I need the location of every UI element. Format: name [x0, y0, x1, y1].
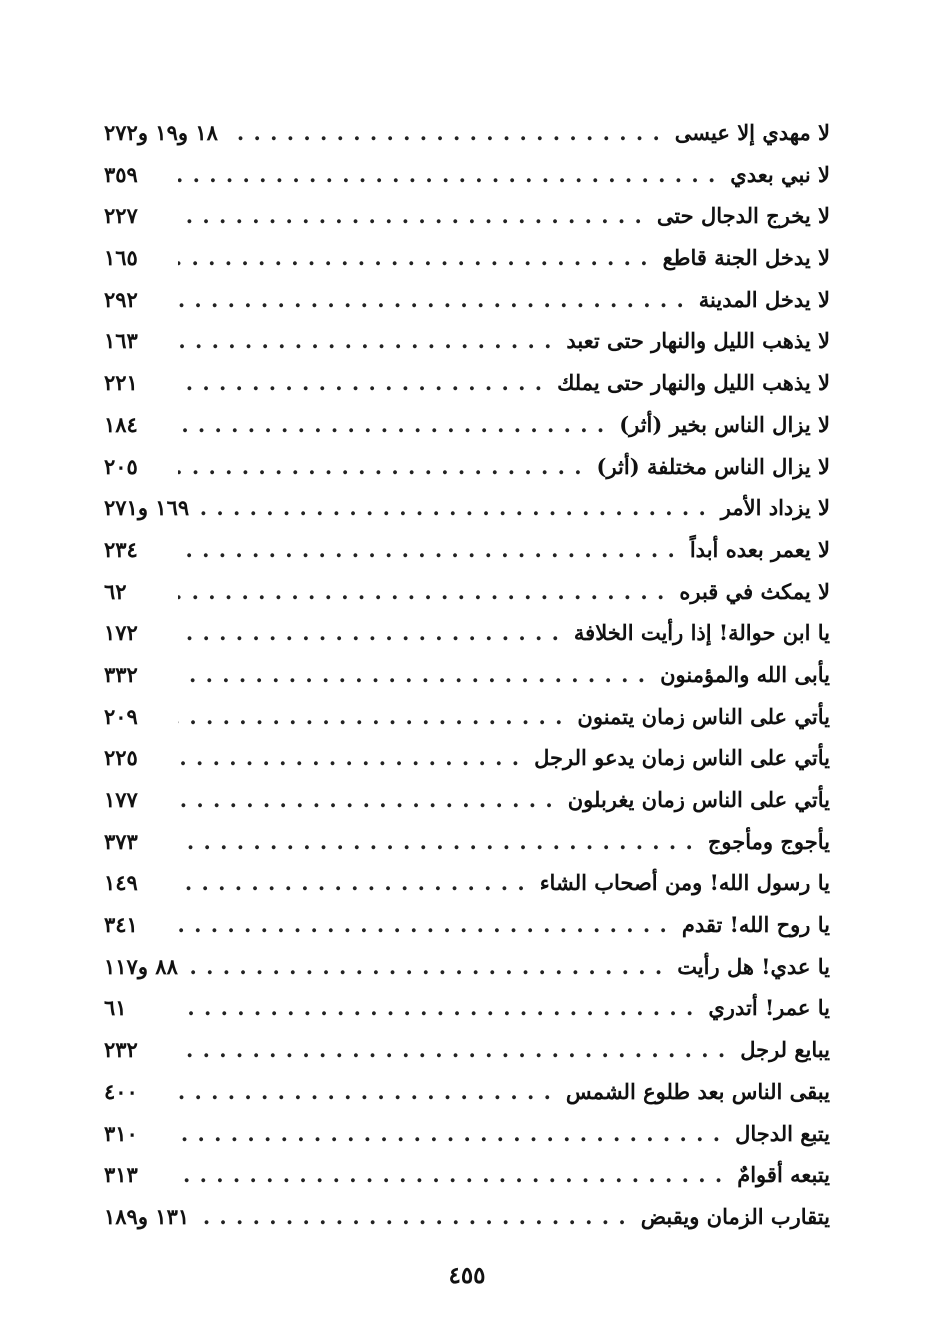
index-entry-pages: ٣١٣	[104, 1162, 138, 1188]
index-entry-pages: ٣٣٢	[104, 661, 138, 687]
index-entry-pages: ٣١٠	[104, 1120, 138, 1146]
index-entry-text: يبايع لرجل	[740, 1037, 830, 1063]
index-entry-text: لا مهدي إلا عيسى	[674, 120, 830, 145]
index-entry-pages: ٢٩٢	[104, 286, 138, 312]
index-entry-text: لا يمكث في قبره	[679, 578, 830, 604]
dot-leader	[178, 1121, 721, 1146]
index-entry	[104, 203, 830, 245]
index-entry-text: يأبى الله والمؤمنون	[660, 661, 830, 687]
index-entry-pages: ٢٠٥	[104, 453, 138, 479]
index-entry-text: لا يذهب الليل والنهار حتى تعبد	[566, 328, 830, 354]
index-entry-text: يا عدي! هل رأيت	[677, 953, 830, 979]
index-entry-pages: ١٧٢	[104, 620, 138, 646]
dot-leader	[178, 1162, 723, 1187]
index-entry-text: يتبع الدجال	[735, 1120, 830, 1146]
index-entry-text: يبقى الناس بعد طلوع الشمس	[565, 1078, 830, 1104]
dot-leader	[188, 954, 663, 979]
index-entry	[104, 328, 830, 370]
index-entry-text: لا يذهب الليل والنهار حتى يملك	[557, 370, 830, 396]
index-entry-pages: ٦٢	[104, 578, 127, 604]
index-entry	[104, 120, 830, 162]
index-entry-text: لا يعمر بعده أبداً	[689, 536, 830, 562]
index-entry	[104, 412, 830, 454]
dot-leader	[178, 1037, 726, 1062]
index-entry	[104, 954, 830, 996]
index-entry	[104, 995, 830, 1037]
dot-leader	[178, 454, 583, 479]
dot-leader	[228, 120, 661, 145]
index-entry-text: يأتي على الناس زمان يغربلون	[567, 787, 830, 812]
index-entry-text: يتبعه أقوامٌ	[737, 1162, 830, 1188]
index-entry-pages: ٣٧٣	[104, 828, 138, 854]
index-entry	[104, 162, 830, 204]
index-entry-pages: ٢٠٩	[104, 703, 138, 729]
index-entry	[104, 537, 830, 579]
index-entry-pages: ٢٢١	[104, 370, 138, 396]
index-entry	[104, 1162, 830, 1204]
dot-leader	[178, 537, 676, 562]
dot-leader	[199, 495, 707, 520]
index-list	[104, 120, 830, 1246]
index-entry-pages: ١٣١ و١٨٩	[104, 1203, 190, 1229]
index-entry-pages: ١٨٤	[104, 411, 138, 437]
dot-leader	[178, 704, 563, 729]
index-entry	[104, 745, 830, 787]
index-entry-text: لا يزداد الأمر	[720, 495, 830, 521]
index-entry-pages: ٢٢٧	[104, 203, 138, 229]
index-entry	[104, 1037, 830, 1079]
index-entry-text: يا رسول الله! ومن أصحاب الشاء	[539, 870, 830, 896]
dot-leader	[178, 370, 543, 395]
index-entry-text: لا يدخل الجنة قاطع	[662, 245, 830, 271]
index-entry-pages: ٤٠٠	[104, 1078, 138, 1104]
index-entry-pages: ١٦٣	[104, 328, 138, 354]
index-entry-text: يأتي على الناس زمان يتمنون	[577, 703, 830, 729]
dot-leader	[178, 245, 649, 270]
index-entry-pages: ٣٤١	[104, 912, 138, 938]
dot-leader	[178, 620, 560, 645]
index-entry	[104, 245, 830, 287]
index-entry-text: يأتي على الناس زمان يدعو الرجل	[534, 745, 830, 771]
index-entry-text: لا يخرج الدجال حتى	[656, 203, 830, 229]
index-entry	[104, 579, 830, 621]
index-entry	[104, 620, 830, 662]
index-entry-pages: ٢٢٥	[104, 745, 138, 771]
index-entry	[104, 787, 830, 829]
dot-leader	[178, 579, 665, 604]
index-entry-pages: ١٦٩ و٢٧١	[104, 495, 190, 521]
dot-leader	[178, 870, 526, 895]
index-entry	[104, 870, 830, 912]
dot-leader	[178, 412, 605, 437]
page-number: ٤٥٥	[448, 1262, 486, 1289]
index-entry-text: يا عمر! أتدري	[708, 995, 830, 1021]
dot-leader	[178, 203, 643, 228]
dot-leader	[178, 1079, 552, 1104]
index-entry	[104, 1204, 830, 1246]
index-entry	[104, 1079, 830, 1121]
index-entry	[104, 829, 830, 871]
index-entry-pages: ٢٣٢	[104, 1037, 138, 1063]
index-entry-text: لا يزال الناس مختلفة (أثر)	[596, 453, 830, 479]
index-entry	[104, 662, 830, 704]
index-entry-text: لا يزال الناس بخير (أثر)	[619, 411, 830, 437]
dot-leader	[178, 287, 685, 312]
dot-leader	[178, 328, 552, 353]
dot-leader	[178, 162, 716, 187]
index-entry-pages: ٢٣٤	[104, 536, 138, 562]
index-entry-text: يتقارب الزمان ويقبض	[640, 1203, 830, 1229]
index-entry	[104, 287, 830, 329]
index-entry-pages: ٣٥٩	[104, 161, 138, 187]
index-entry-text: يا ابن حوالة! إذا رأيت الخلافة	[573, 620, 830, 646]
index-entry-pages: ٨٨ و١١٧	[104, 953, 178, 979]
dot-leader	[178, 787, 554, 812]
index-entry-text: يأجوج ومأجوج	[707, 828, 830, 854]
dot-leader	[178, 745, 520, 770]
index-entry-text: لا يدخل المدينة	[698, 286, 830, 312]
dot-leader	[178, 829, 694, 854]
dot-leader	[178, 662, 646, 687]
index-entry	[104, 912, 830, 954]
index-entry-pages: ١٨ و١٩ و٢٧٢	[104, 120, 218, 145]
index-entry-pages: ٦١	[104, 995, 127, 1021]
dot-leader	[178, 912, 668, 937]
index-entry	[104, 454, 830, 496]
index-entry-text: لا نبي بعدي	[730, 161, 830, 187]
index-entry-pages: ١٤٩	[104, 870, 138, 896]
index-entry	[104, 1121, 830, 1163]
index-entry-text: يا روح الله! تقدم	[681, 912, 830, 938]
dot-leader	[199, 1204, 627, 1229]
index-entry	[104, 370, 830, 412]
index-entry	[104, 704, 830, 746]
dot-leader	[178, 995, 694, 1020]
index-entry-pages: ١٧٧	[104, 787, 138, 812]
index-entry-pages: ١٦٥	[104, 245, 138, 271]
index-entry	[104, 495, 830, 537]
